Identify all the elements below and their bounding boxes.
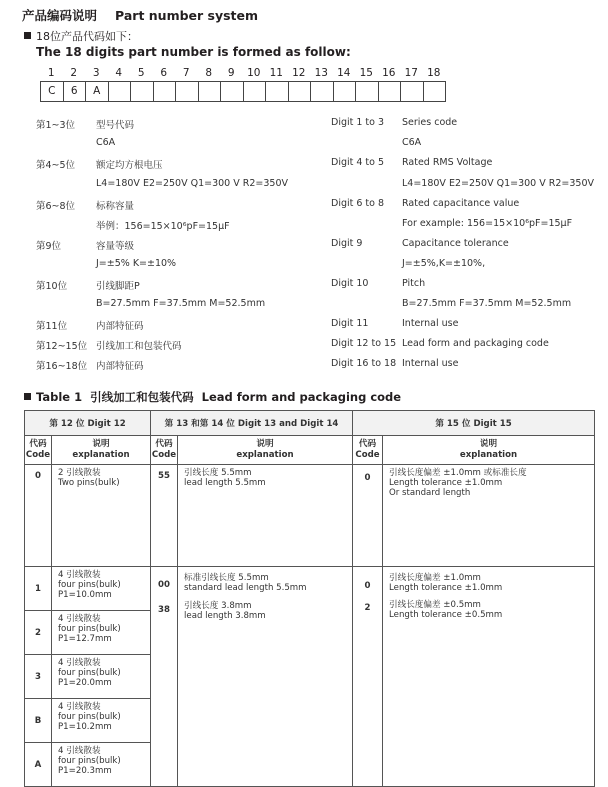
digit-number: 18 [427, 67, 441, 79]
digit-number: 12 [292, 67, 306, 79]
explanation-line: Two pins(bulk) [58, 478, 120, 488]
explanation-line: P1=20.0mm [58, 678, 112, 688]
code-cell: B [25, 699, 52, 743]
code-header: 代码 Code [151, 436, 178, 465]
explanation-line: lead length 3.8mm [184, 611, 266, 621]
title-cn: 产品编码说明 [22, 8, 98, 23]
cn-position: 第4~5位 [36, 160, 76, 171]
digit-box: 6 [64, 82, 87, 101]
cn-detail: J=±5% K=±10% [96, 258, 177, 269]
digit-number: 17 [404, 67, 418, 79]
bullet-square-icon [24, 32, 31, 39]
explanation-line: four pins(bulk) [58, 668, 121, 678]
intro-cn-text: 18位产品代码如下： [36, 30, 138, 43]
bullet-square-icon [24, 393, 31, 400]
digit-number: 16 [382, 67, 396, 79]
cn-label: 容量等级 [96, 241, 135, 252]
cn-position: 第6~8位 [36, 201, 76, 212]
en-position: Digit 10 [331, 278, 369, 289]
explanation-line: Length tolerance ±1.0mm [389, 583, 503, 593]
digit-number: 9 [227, 67, 235, 79]
code-cell: 0 [364, 581, 371, 591]
digit-number: 3 [92, 67, 100, 79]
cn-label: 型号代码 [96, 120, 135, 131]
digit-box [356, 82, 379, 101]
explanation-line: 引线长度 5.5mm [184, 468, 252, 478]
explanation-line: P1=10.2mm [58, 722, 112, 732]
en-detail: C6A [402, 137, 422, 148]
explanation-line: Or standard length [389, 488, 471, 498]
header-digit-15: 第 15 位 Digit 15 [353, 411, 595, 436]
cn-position: 第10位 [36, 281, 68, 292]
digit-number: 1 [47, 67, 55, 79]
explanation-header: 说明 explanation [383, 436, 595, 465]
table1-title-en: Lead form and packaging code [201, 390, 402, 404]
cn-label: 引线脚距P [96, 281, 140, 292]
digit-box: A [86, 82, 109, 101]
explanation-line: 4 引线散装 [58, 570, 101, 580]
explanation-header: 说明 explanation [52, 436, 151, 465]
cn-position: 第16~18位 [36, 361, 88, 372]
cn-detail: L4=180V E2=250V Q1=300 V R2=350V [96, 178, 288, 189]
digit-box [266, 82, 289, 101]
digit-number: 11 [269, 67, 283, 79]
en-label: Rated capacitance value [402, 198, 520, 209]
lead-form-table [24, 410, 595, 787]
en-position: Digit 11 [331, 318, 369, 329]
digit-box [244, 82, 267, 101]
code-cell: 2 [364, 603, 371, 613]
digit-number: 4 [115, 67, 123, 79]
explanation-line: Length tolerance ±1.0mm [389, 478, 503, 488]
digit-number: 5 [137, 67, 145, 79]
digit-number-row [40, 67, 445, 79]
explanation-line: four pins(bulk) [58, 624, 121, 634]
digit-number: 15 [359, 67, 373, 79]
code-cell: 00 [158, 580, 170, 590]
cn-detail: C6A [96, 137, 116, 148]
digit-box [109, 82, 132, 101]
code-cell: 38 [158, 605, 170, 615]
code-header: 代码 Code [25, 436, 52, 465]
table1-title-cn: 引线加工和包装代码 [90, 390, 194, 404]
digit-number: 2 [70, 67, 78, 79]
explanation-line: 4 引线散装 [58, 658, 101, 668]
cn-label: 引线加工和包装代码 [96, 341, 182, 352]
cn-label: 内部特征码 [96, 321, 144, 332]
cn-position: 第11位 [36, 321, 68, 332]
en-label: Capacitance tolerance [402, 238, 509, 249]
explanation-cell [52, 465, 151, 567]
header-digit-13-14: 第 13 和第 14 位 Digit 13 and Digit 14 [151, 411, 353, 436]
en-detail: L4=180V E2=250V Q1=300 V R2=350V [402, 178, 594, 189]
digit-box [131, 82, 154, 101]
en-detail: For example: 156=15×10⁶pF=15μF [402, 218, 573, 229]
explanation-line: four pins(bulk) [58, 712, 121, 722]
explanation-cell [52, 611, 151, 655]
en-position: Digit 9 [331, 238, 363, 249]
en-label: Pitch [402, 278, 426, 289]
title-en: Part number system [115, 8, 259, 23]
explanation-cell [383, 567, 595, 787]
explanation-line: P1=20.3mm [58, 766, 112, 776]
cn-label: 额定均方根电压 [96, 160, 163, 171]
explanation-line: 引线长度 3.8mm [184, 601, 252, 611]
explanation-line: P1=10.0mm [58, 590, 112, 600]
explanation-line: P1=12.7mm [58, 634, 112, 644]
digit-box [379, 82, 402, 101]
explanation-line: 4 引线散装 [58, 746, 101, 756]
cn-position: 第9位 [36, 241, 62, 252]
code-cell: 3 [25, 655, 52, 699]
code-cell: A [25, 743, 52, 787]
en-detail: J=±5%,K=±10%, [402, 258, 486, 269]
explanation-cell [178, 567, 353, 787]
en-position: Digit 4 to 5 [331, 157, 385, 168]
digit-box: C [41, 82, 64, 101]
digit-box [221, 82, 244, 101]
digit-number: 13 [314, 67, 328, 79]
en-label: Lead form and packaging code [402, 338, 549, 349]
page-title [22, 6, 258, 24]
digit-box [154, 82, 177, 101]
explanation-line: 4 引线散装 [58, 614, 101, 624]
digit-box [401, 82, 424, 101]
explanation-cell [52, 699, 151, 743]
header-digit-12: 第 12 位 Digit 12 [25, 411, 151, 436]
explanation-line: Length tolerance ±0.5mm [389, 610, 503, 620]
cn-position: 第1~3位 [36, 120, 76, 131]
intro-en: The 18 digits part number is formed as follow: [36, 45, 351, 59]
table1-title-prefix: Table 1 [36, 390, 83, 404]
explanation-header: 说明 explanation [178, 436, 353, 465]
cn-label: 标称容量 [96, 201, 135, 212]
cn-detail: B=27.5mm F=37.5mm M=52.5mm [96, 298, 266, 309]
digit-box [424, 82, 446, 101]
digit-box [289, 82, 312, 101]
digit-number: 8 [205, 67, 213, 79]
code-cell-group [151, 567, 178, 787]
code-cell: 2 [25, 611, 52, 655]
explanation-line: 2 引线散装 [58, 468, 101, 478]
en-label: Internal use [402, 358, 459, 369]
digit-number: 14 [337, 67, 351, 79]
en-label: Rated RMS Voltage [402, 157, 493, 168]
code-cell: 55 [151, 465, 178, 567]
code-cell: 0 [25, 465, 52, 567]
code-cell-group [353, 567, 383, 787]
explanation-line: four pins(bulk) [58, 756, 121, 766]
explanation-cell [52, 567, 151, 611]
explanation-cell [52, 655, 151, 699]
explanation-cell [52, 743, 151, 787]
en-detail: B=27.5mm F=37.5mm M=52.5mm [402, 298, 572, 309]
digit-box [199, 82, 222, 101]
explanation-cell [383, 465, 595, 567]
en-label: Series code [402, 117, 458, 128]
digit-number: 6 [160, 67, 168, 79]
en-position: Digit 16 to 18 [331, 358, 397, 369]
code-cell: 1 [25, 567, 52, 611]
cn-label: 内部特征码 [96, 361, 144, 372]
code-header: 代码 Code [353, 436, 383, 465]
cn-detail: 举例：156=15×10⁶pF=15μF [96, 221, 230, 232]
digit-number: 7 [182, 67, 190, 79]
intro-cn [24, 28, 138, 44]
en-position: Digit 1 to 3 [331, 117, 385, 128]
explanation-line: 引线长度偏差 ±1.0mm [389, 573, 481, 583]
digit-box [334, 82, 357, 101]
en-label: Internal use [402, 318, 459, 329]
cn-position: 第12~15位 [36, 341, 88, 352]
explanation-line: 引线长度偏差 ±0.5mm [389, 600, 481, 610]
explanation-line: 标准引线长度 5.5mm [184, 573, 269, 583]
en-position: Digit 12 to 15 [331, 338, 397, 349]
digit-box-row [40, 81, 446, 102]
explanation-line: 4 引线散装 [58, 702, 101, 712]
digit-number: 10 [247, 67, 261, 79]
explanation-line: 引线长度偏差 ±1.0mm 或标准长度 [389, 468, 527, 478]
explanation-line: lead length 5.5mm [184, 478, 266, 488]
explanation-cell [178, 465, 353, 567]
code-cell: 0 [353, 465, 383, 567]
table1-title [24, 389, 401, 405]
en-position: Digit 6 to 8 [331, 198, 385, 209]
explanation-line: four pins(bulk) [58, 580, 121, 590]
digit-box [311, 82, 334, 101]
explanation-line: standard lead length 5.5mm [184, 583, 307, 593]
digit-box [176, 82, 199, 101]
